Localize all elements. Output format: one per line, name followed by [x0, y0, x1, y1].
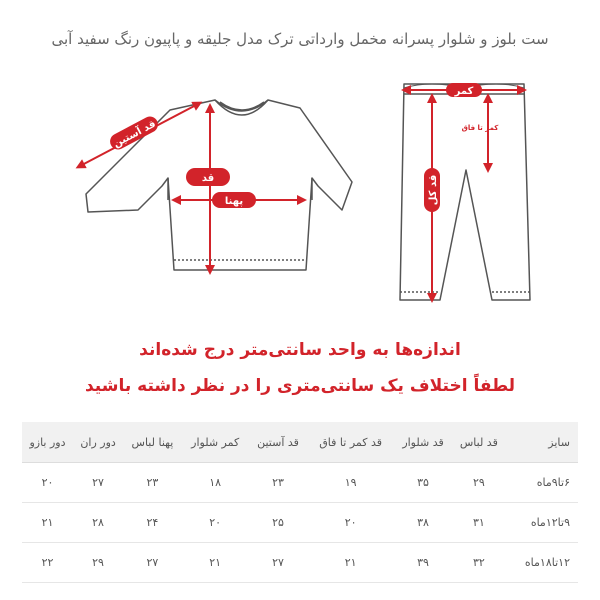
- table-cell: ۳۵: [394, 463, 452, 503]
- table-cell: ۱۹: [307, 463, 394, 503]
- table-header-row: [22, 422, 578, 463]
- header-arm: دور بازو: [22, 422, 73, 463]
- table-cell: ۹تا۱۲ماه: [506, 503, 578, 543]
- table-cell: ۲۹: [73, 543, 123, 583]
- table-cell: ۲۰: [22, 463, 73, 503]
- length-label: قد: [201, 173, 215, 184]
- header-sleeve-length: قد آستین: [249, 422, 308, 463]
- table-cell: ۳۹: [394, 543, 452, 583]
- product-title: ست بلوز و شلوار پسرانه مخمل وارداتی ترک مدل جلیقه و پاپیون رنگ سفید آبی: [51, 30, 549, 48]
- crotch-label: کمر تا فاق: [461, 124, 499, 132]
- table-cell: ۳۸: [394, 503, 452, 543]
- waist-label: کمر: [454, 86, 474, 97]
- table-cell: ۲۸: [73, 503, 123, 543]
- table-cell: ۲۷: [123, 543, 182, 583]
- table-cell: ۲۹: [452, 463, 506, 503]
- header-pants-waist: کمر شلوار: [182, 422, 249, 463]
- table-cell: ۳۲: [452, 543, 506, 583]
- units-notice: اندازه‌ها به واحد سانتی‌متر درج شده‌اند: [139, 340, 461, 360]
- table-cell: ۲۷: [73, 463, 123, 503]
- svg-text:قد کل: قد کل: [428, 174, 439, 206]
- header-size: سایز: [506, 422, 578, 463]
- header-thigh: دور ران: [73, 422, 123, 463]
- table-cell: ۲۱: [182, 543, 249, 583]
- header-pants-length: قد شلوار: [394, 422, 452, 463]
- table-cell: ۲۴: [123, 503, 182, 543]
- table-row: [22, 503, 578, 543]
- table-cell: ۲۱: [307, 543, 394, 583]
- table-cell: ۱۲تا۱۸ماه: [506, 543, 578, 583]
- table-cell: ۲۷: [249, 543, 308, 583]
- header-shirt-width: پهنا لباس: [123, 422, 182, 463]
- header-waist-to-crotch: قد کمر تا فاق: [307, 422, 394, 463]
- width-label: پهنا: [224, 196, 244, 207]
- table-cell: ۲۲: [22, 543, 73, 583]
- table-cell: ۶تا۹ماه: [506, 463, 578, 503]
- header-shirt-length: قد لباس: [452, 422, 506, 463]
- table-cell: ۳۱: [452, 503, 506, 543]
- table-cell: ۲۳: [123, 463, 182, 503]
- table-cell: ۲۰: [307, 503, 394, 543]
- size-guide-diagram: [0, 60, 600, 330]
- full-length-label: [424, 168, 440, 212]
- table-cell: ۲۰: [182, 503, 249, 543]
- pants-illustration: [400, 84, 530, 300]
- size-table: [22, 422, 578, 583]
- table-cell: ۱۸: [182, 463, 249, 503]
- table-cell: ۲۱: [22, 503, 73, 543]
- svg-text:قد آستین: قد آستین: [111, 118, 158, 151]
- table-row: [22, 463, 578, 503]
- table-cell: ۲۵: [249, 503, 308, 543]
- table-cell: ۲۳: [249, 463, 308, 503]
- tolerance-notice: لطفاً اختلاف یک سانتی‌متری را در نظر داشته باشید: [84, 376, 516, 396]
- table-row: [22, 543, 578, 583]
